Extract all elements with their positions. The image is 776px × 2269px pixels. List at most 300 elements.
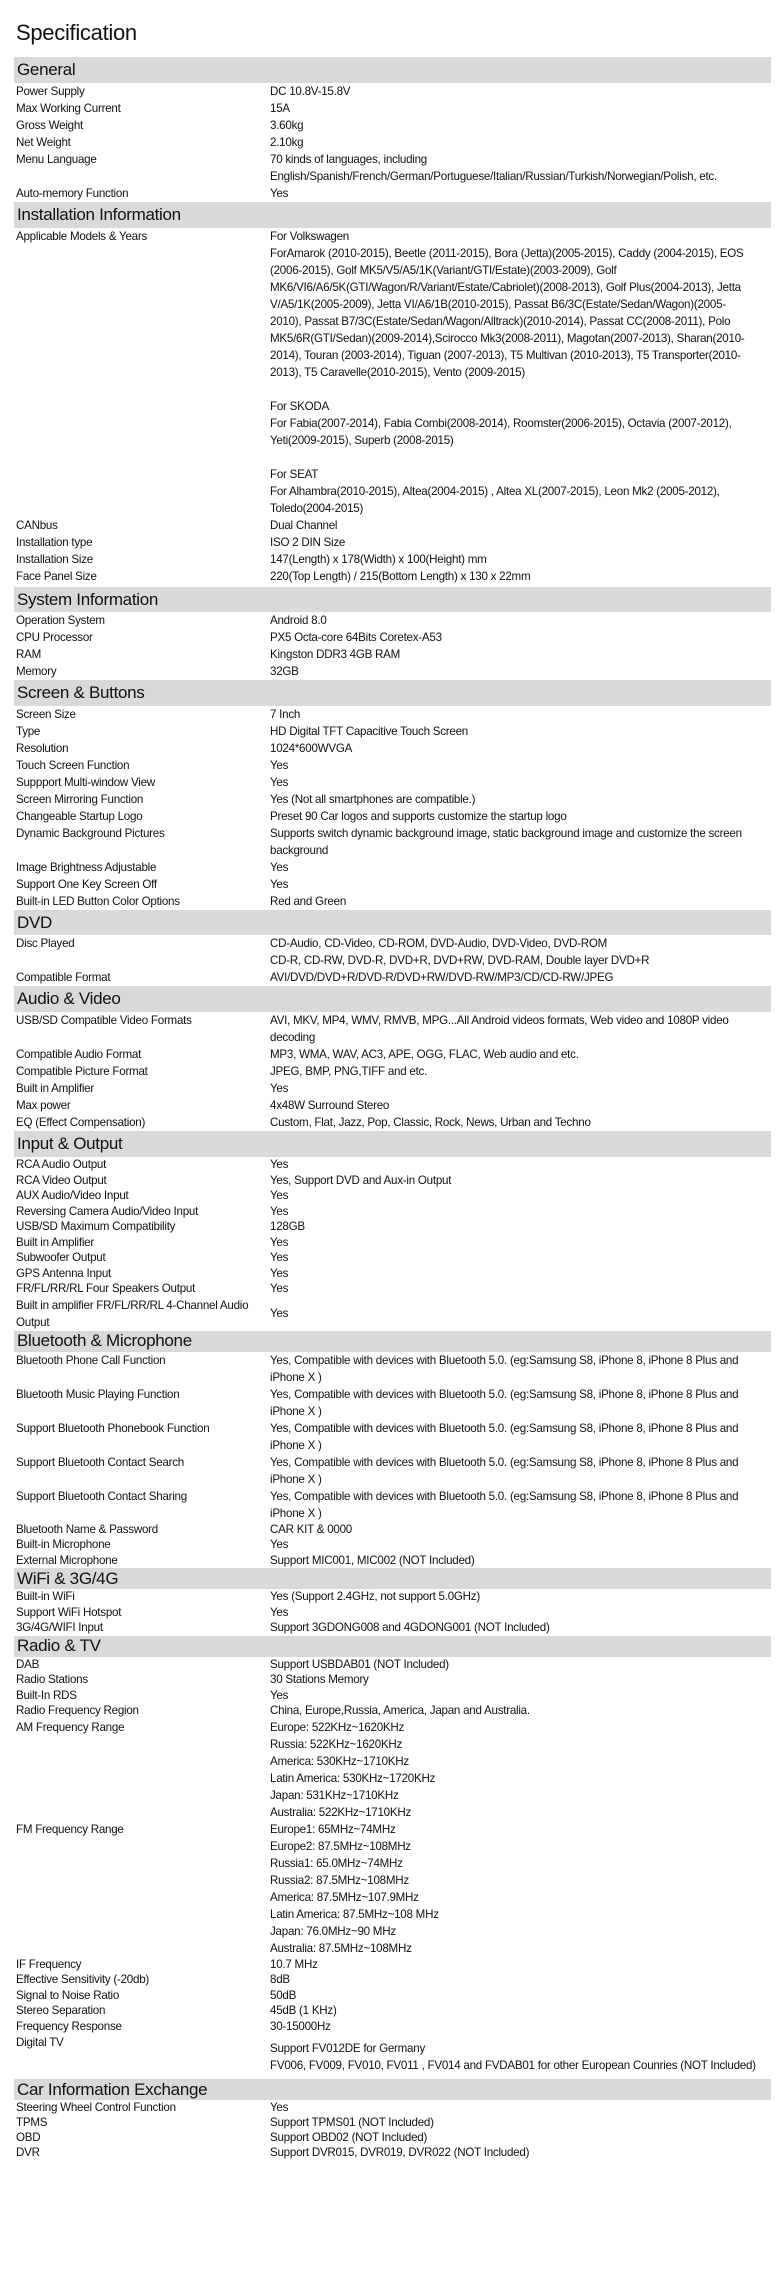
spec-value (270, 534, 776, 551)
spec-label-line: RCA Video Output (16, 1173, 107, 1187)
spec-label (0, 1250, 270, 1266)
spec-value (270, 83, 776, 100)
spec-value (270, 1553, 776, 1569)
spec-label (0, 1157, 270, 1173)
spec-row (0, 935, 776, 969)
spec-label-line: Compatible Audio Format (16, 1048, 142, 1061)
spec-label-line: Face Panel Size (16, 570, 97, 583)
spec-label-line: 3G/4G/WIFI Input (16, 1621, 103, 1634)
spec-row (0, 534, 776, 551)
spec-row (0, 1454, 776, 1488)
spec-label (0, 185, 270, 202)
spec-label (0, 876, 270, 893)
spec-value (270, 1719, 776, 1821)
spec-label (0, 1046, 270, 1063)
spec-row (0, 876, 776, 893)
spec-value-line: For Volkswagen (270, 230, 349, 243)
spec-value-line: 2014), Touran (2003-2014), Tiguan (2007-2013), T5 Multivan (2010-2013), T5 Transporter(2010- (270, 349, 741, 362)
spec-label-line: FM Frequency Range (16, 1822, 124, 1836)
spec-value-line: Latin America: 530KHz~1720KHz (270, 1771, 436, 1785)
spec-label-line: Power Supply (16, 85, 85, 98)
section-header: Radio & TV (14, 1636, 771, 1657)
spec-value-line: Yes (270, 1189, 289, 1202)
spec-row (0, 2034, 776, 2074)
spec-row (0, 663, 776, 680)
spec-label-line: CANbus (16, 519, 58, 532)
spec-label (0, 893, 270, 910)
spec-row (0, 1281, 776, 1297)
spec-label (0, 612, 270, 629)
spec-label-line: Reversing Camera Audio/Video Input (16, 1204, 199, 1218)
section-screen-buttons (0, 680, 776, 910)
spec-label (0, 1173, 270, 1189)
spec-value-line: FV006, FV009, FV010, FV011 , FV014 and FVDAB01 for other European Counries (NOT Included) (270, 2059, 756, 2072)
section-header: General (14, 57, 771, 83)
spec-value-line: background (270, 844, 329, 857)
spec-value-line: Kingston DDR3 4GB RAM (270, 648, 401, 661)
section-wifi-3g-4g (0, 1568, 776, 1636)
spec-value (270, 612, 776, 629)
spec-label-line: AUX Audio/Video Input (16, 1189, 129, 1202)
spec-value (270, 1688, 776, 1704)
spec-label-line: Built in Amplifier (16, 1235, 94, 1249)
spec-value-line: 70 kinds of languages, including (270, 153, 428, 166)
spec-value-line: CAR KIT & 0000 (270, 1522, 352, 1536)
spec-value-line: Yeti(2009-2015), Superb (2008-2015) (270, 434, 454, 447)
spec-row (0, 228, 776, 517)
spec-value (270, 1454, 776, 1488)
spec-value-line: iPhone X ) (270, 1404, 322, 1418)
spec-value (270, 1420, 776, 1454)
spec-value-line: iPhone X ) (270, 1438, 322, 1452)
spec-row (0, 1553, 776, 1569)
section-header: Audio & Video (14, 986, 771, 1012)
spec-value (270, 1352, 776, 1386)
spec-value (270, 1537, 776, 1553)
spec-row (0, 808, 776, 825)
spec-value-line: Supports switch dynamic background image, static background image and customize the screen (270, 827, 742, 840)
spec-value-line: Yes, Compatible with devices with Bluetooth 5.0. (eg:Samsung S8, iPhone 8, iPhone 8 Plus and (270, 1455, 739, 1469)
spec-label (0, 2019, 270, 2035)
spec-row (0, 1352, 776, 1386)
spec-label (0, 1235, 270, 1251)
spec-value (270, 1522, 776, 1538)
spec-value-line: 50dB (270, 1988, 297, 2002)
spec-row (0, 1605, 776, 1621)
spec-value (270, 1250, 776, 1266)
spec-row (0, 1235, 776, 1251)
section-header: Installation Information (14, 202, 771, 228)
spec-value-line: 30-15000Hz (270, 2019, 331, 2033)
spec-label (0, 551, 270, 568)
spec-label (0, 83, 270, 100)
spec-label-line: Auto-memory Function (16, 187, 129, 200)
spec-value-line: 30 Stations Memory (270, 1673, 369, 1686)
spec-label (0, 706, 270, 723)
spec-value-line: Support DVR015, DVR019, DVR022 (NOT Included) (270, 2146, 530, 2159)
spec-label (0, 2145, 270, 2160)
spec-value-line (270, 381, 768, 398)
spec-row (0, 83, 776, 100)
spec-row (0, 1157, 776, 1173)
spec-label-line: Screen Size (16, 708, 76, 721)
spec-row (0, 1657, 776, 1673)
spec-label (0, 534, 270, 551)
spec-value-line: Yes (270, 1082, 289, 1095)
spec-label (0, 1063, 270, 1080)
spec-label (0, 1114, 270, 1131)
spec-value (270, 1386, 776, 1420)
spec-label-line: Built-In RDS (16, 1688, 77, 1702)
spec-label-line: Signal to Noise Ratio (16, 1988, 120, 2002)
spec-value-line: Yes, Support DVD and Aux-in Output (270, 1173, 452, 1187)
spec-row (0, 1988, 776, 2004)
spec-value (270, 1620, 776, 1636)
spec-label (0, 1188, 270, 1204)
spec-value-line: China, Europe,Russia, America, Japan and Australia. (270, 1704, 530, 1717)
spec-label-line: USB/SD Compatible Video Formats (16, 1014, 192, 1027)
spec-row (0, 1266, 776, 1282)
spec-label-line: GPS Antenna Input (16, 1266, 112, 1280)
section-header: DVD (14, 910, 771, 935)
spec-value (270, 1821, 776, 1957)
spec-label-line: Dynamic Background Pictures (16, 827, 165, 840)
spec-label-line: Frequency Response (16, 2019, 122, 2033)
spec-value (270, 2003, 776, 2019)
spec-label (0, 1620, 270, 1636)
spec-label (0, 1522, 270, 1538)
spec-value-line: Yes (270, 759, 289, 772)
spec-row (0, 1719, 776, 1821)
spec-value-line: Australia: 522KHz~1710KHz (270, 1805, 412, 1819)
spec-value (270, 2019, 776, 2035)
spec-row (0, 2130, 776, 2145)
spec-value-line: Yes (270, 1605, 289, 1619)
section-input-output (0, 1131, 776, 1331)
spec-value-line: V/A5/1K(2005-2009), Jetta VI/A6/1B(2010-2015), Passat B6/3C(Estate/Sedan/Wagon)(2005- (270, 298, 726, 311)
spec-row (0, 2003, 776, 2019)
spec-row (0, 1522, 776, 1538)
spec-row (0, 1080, 776, 1097)
spec-row (0, 185, 776, 202)
spec-value (270, 757, 776, 774)
spec-value-line: Preset 90 Car logos and supports customize the startup logo (270, 810, 567, 823)
spec-label-line: Suppport Multi-window View (16, 776, 155, 789)
spec-label-line: Compatible Picture Format (16, 1065, 148, 1078)
spec-label-line: IF Frequency (16, 1957, 82, 1971)
spec-value (270, 551, 776, 568)
spec-label (0, 629, 270, 646)
section-bluetooth-microphone (0, 1331, 776, 1569)
spec-label (0, 774, 270, 791)
spec-label (0, 1454, 270, 1488)
spec-value-line: Support MIC001, MIC002 (NOT Included) (270, 1553, 475, 1567)
spec-label-line: EQ (Effect Compensation) (16, 1116, 146, 1129)
spec-value-line: 4x48W Surround Stereo (270, 1099, 390, 1112)
spec-value (270, 1173, 776, 1189)
spec-label-line: Support Bluetooth Phonebook Function (16, 1421, 210, 1435)
spec-value (270, 1046, 776, 1063)
spec-row (0, 134, 776, 151)
spec-label-line: Max Working Current (16, 102, 121, 115)
spec-label-line: Built-in LED Button Color Options (16, 895, 180, 908)
spec-value-line: Support TPMS01 (NOT Included) (270, 2116, 434, 2129)
spec-value-line: decoding (270, 1031, 316, 1044)
spec-row (0, 757, 776, 774)
section-installation-information (0, 202, 776, 585)
spec-label-line: Screen Mirroring Function (16, 793, 144, 806)
spec-label (0, 1719, 270, 1821)
spec-label (0, 517, 270, 534)
spec-row (0, 1012, 776, 1046)
spec-label-line: Effective Sensitivity (-20db) (16, 1973, 150, 1986)
section-header: Input & Output (14, 1131, 771, 1157)
spec-value-line: Yes (270, 1158, 289, 1171)
spec-value-line: AVI, MKV, MP4, WMV, RMVB, MPG...All Android videos formats, Web video and 1080P video (270, 1014, 729, 1027)
spec-value-line: JPEG, BMP, PNG,TIFF and etc. (270, 1065, 428, 1078)
spec-label-line: Image Brightness Adjustable (16, 861, 157, 874)
spec-label-line: TPMS (16, 2116, 48, 2129)
spec-value-line: Yes (270, 1307, 289, 1320)
spec-label-line: Gross Weight (16, 119, 84, 132)
spec-row (0, 1488, 776, 1522)
page-title: Specification (16, 20, 137, 45)
spec-value-line: 2013), T5 Caravelle(2010-2015), Vento (2009-2015) (270, 366, 526, 379)
spec-value (270, 1235, 776, 1251)
spec-value (270, 151, 776, 185)
spec-value (270, 876, 776, 893)
spec-value (270, 1204, 776, 1220)
spec-label (0, 757, 270, 774)
spec-label (0, 1988, 270, 2004)
spec-value-line: Yes (270, 1266, 289, 1280)
spec-label-line: Changeable Startup Logo (16, 810, 143, 823)
spec-label (0, 2100, 270, 2115)
spec-value (270, 134, 776, 151)
spec-label-line: Radio Frequency Region (16, 1704, 139, 1717)
spec-value-line: iPhone X ) (270, 1506, 322, 1520)
spec-row (0, 100, 776, 117)
spec-value-line: 32GB (270, 665, 299, 678)
spec-label-line: Output (16, 1315, 50, 1329)
spec-value (270, 663, 776, 680)
spec-value-line: MK6/VI6/A6/5K(GTI/Wagon/R/Variant/Estate/Cabriolet)(2008-2013), Golf Plus(2004-2013), Jetta (270, 281, 741, 294)
spec-row (0, 2100, 776, 2115)
spec-value-line: Yes (270, 1204, 289, 1218)
spec-value (270, 1672, 776, 1688)
spec-value-line: PX5 Octa-core 64Bits Coretex-A53 (270, 631, 442, 644)
spec-value (270, 517, 776, 534)
spec-row (0, 774, 776, 791)
spec-value (270, 1097, 776, 1114)
spec-value (270, 1063, 776, 1080)
spec-label-line: Bluetooth Music Playing Function (16, 1387, 180, 1401)
spec-row (0, 1703, 776, 1719)
spec-label (0, 1688, 270, 1704)
spec-row (0, 117, 776, 134)
spec-value-line: 2010), Passat B7/3C(Estate/Sedan/Wagon/Alltrack)(2010-2014), Passat CC(2008-2011), Polo (270, 315, 731, 328)
spec-value-line: 45dB (1 KHz) (270, 2004, 337, 2017)
spec-label-line: Support One Key Screen Off (16, 878, 157, 891)
spec-value-line: Yes, Compatible with devices with Bluetooth 5.0. (eg:Samsung S8, iPhone 8, iPhone 8 Plus and (270, 1353, 739, 1367)
spec-row (0, 893, 776, 910)
spec-value-line: Custom, Flat, Jazz, Pop, Classic, Rock, News, Urban and Techno (270, 1116, 591, 1129)
spec-value-line: Toledo(2004-2015) (270, 502, 364, 515)
spec-value (270, 1219, 776, 1235)
spec-value-line: 1024*600WVGA (270, 742, 353, 755)
spec-value (270, 1266, 776, 1282)
spec-label-line: Memory (16, 665, 57, 678)
spec-label-line: Bluetooth Name & Password (16, 1522, 158, 1536)
spec-value-line: Support USBDAB01 (NOT Included) (270, 1657, 449, 1671)
spec-value (270, 706, 776, 723)
spec-value-line: Android 8.0 (270, 614, 327, 627)
spec-value (270, 2034, 776, 2074)
spec-value (270, 1297, 776, 1331)
spec-value-line: For SKODA (270, 400, 329, 413)
spec-value-line: 3.60kg (270, 119, 304, 132)
spec-sections (0, 57, 776, 2160)
spec-label (0, 1012, 270, 1046)
spec-value (270, 774, 776, 791)
spec-label-line: AM Frequency Range (16, 1720, 125, 1734)
spec-value (270, 893, 776, 910)
section-audio-video (0, 986, 776, 1131)
spec-label-line: Support Bluetooth Contact Sharing (16, 1489, 187, 1503)
section-dvd (0, 910, 776, 986)
spec-value (270, 1988, 776, 2004)
spec-row (0, 1204, 776, 1220)
spec-value-line: America: 530KHz~1710KHz (270, 1754, 409, 1768)
spec-label-line: External Microphone (16, 1553, 118, 1567)
spec-label-line: Built-in WiFi (16, 1590, 75, 1603)
spec-label-line: Support WiFi Hotspot (16, 1605, 122, 1619)
spec-label (0, 1553, 270, 1569)
spec-value-line: 15A (270, 102, 290, 115)
spec-value (270, 629, 776, 646)
spec-label-line: DVR (16, 2146, 40, 2159)
spec-value-line: Yes (270, 1538, 289, 1551)
spec-label-line: Radio Stations (16, 1673, 88, 1686)
spec-label (0, 1821, 270, 1957)
spec-label-line: Subwoofer Output (16, 1251, 106, 1264)
spec-label (0, 1297, 270, 1331)
spec-value (270, 1281, 776, 1297)
spec-label-line: Resolution (16, 742, 69, 755)
spec-value-line (270, 449, 768, 466)
spec-value-line: Yes, Compatible with devices with Bluetooth 5.0. (eg:Samsung S8, iPhone 8, iPhone 8 Plus and (270, 1489, 739, 1503)
spec-value-line: DC 10.8V-15.8V (270, 85, 351, 98)
spec-label (0, 100, 270, 117)
spec-label (0, 935, 270, 969)
spec-value (270, 1589, 776, 1605)
spec-value-line: Russia2: 87.5MHz~108MHz (270, 1873, 409, 1887)
spec-value-line: (2006-2015), Golf MK5/V5/A5/1K(Variant/GTI/Estate)(2003-2009), Golf (270, 264, 617, 277)
spec-label-line: Built in amplifier FR/FL/RR/RL 4-Channel Audio (16, 1298, 249, 1312)
spec-value-line: Yes (270, 187, 289, 200)
spec-label-line: CPU Processor (16, 631, 93, 644)
spec-value-line: MK5/6R(GTI/Sedan)(2009-2014),Scirocco Mk3(2008-2011), Magotan(2007-2013), Sharan(2010- (270, 332, 745, 345)
spec-value-line: Japan: 76.0MHz~90 MHz (270, 1924, 396, 1938)
spec-label-line: RCA Audio Output (16, 1158, 107, 1171)
spec-label (0, 2003, 270, 2019)
spec-label-line: Applicable Models & Years (16, 230, 148, 243)
spec-label (0, 1204, 270, 1220)
spec-label-line: Operation System (16, 614, 105, 627)
spec-label-line: Type (16, 725, 41, 738)
spec-label-line: Support Bluetooth Contact Search (16, 1455, 184, 1469)
spec-label (0, 2115, 270, 2130)
spec-row (0, 612, 776, 629)
section-header: Car Information Exchange (14, 2079, 771, 2100)
spec-value-line: 7 Inch (270, 708, 301, 721)
spec-label (0, 568, 270, 585)
spec-value-line: MP3, WMA, WAV, AC3, APE, OGG, FLAC, Web audio and etc. (270, 1048, 579, 1061)
spec-label (0, 646, 270, 663)
spec-label (0, 1589, 270, 1605)
spec-value (270, 1012, 776, 1046)
spec-value (270, 2115, 776, 2130)
spec-label-line: Built in Amplifier (16, 1082, 94, 1095)
spec-value (270, 723, 776, 740)
spec-row (0, 1046, 776, 1063)
spec-label-line: Built-in Microphone (16, 1538, 111, 1551)
spec-row (0, 1672, 776, 1688)
spec-value (270, 825, 776, 859)
spec-value-line: 128GB (270, 1220, 305, 1233)
spec-label (0, 1281, 270, 1297)
spec-row (0, 2145, 776, 2160)
spec-value (270, 1188, 776, 1204)
spec-label (0, 151, 270, 185)
spec-row (0, 1821, 776, 1957)
spec-label-line: DAB (16, 1657, 40, 1671)
spec-label-line: Bluetooth Phone Call Function (16, 1353, 166, 1367)
spec-value-line: Support FV012DE for Germany (270, 2042, 425, 2055)
section-header: Screen & Buttons (14, 680, 771, 706)
spec-value-line: Europe: 522KHz~1620KHz (270, 1720, 405, 1734)
spec-value (270, 1488, 776, 1522)
spec-row (0, 2115, 776, 2130)
spec-value (270, 1080, 776, 1097)
spec-label-line: Steering Wheel Control Function (16, 2101, 176, 2114)
spec-value-line: Red and Green (270, 895, 347, 908)
spec-label (0, 791, 270, 808)
spec-value-line: AVI/DVD/DVD+R/DVD-R/DVD+RW/DVD-RW/MP3/CD/CD-RW/JPEG (270, 971, 614, 984)
spec-value-line: Yes (270, 1235, 289, 1249)
spec-row (0, 1420, 776, 1454)
spec-value-line: 10.7 MHz (270, 1957, 318, 1971)
spec-row (0, 969, 776, 986)
spec-value (270, 2145, 776, 2160)
section-car-information-exchange (0, 2079, 776, 2160)
spec-row (0, 1957, 776, 1973)
spec-label (0, 1420, 270, 1454)
spec-label (0, 2034, 270, 2074)
spec-value (270, 1157, 776, 1173)
spec-value-line: Support 3GDONG008 and 4GDONG001 (NOT Included) (270, 1621, 550, 1634)
spec-label (0, 1537, 270, 1553)
spec-value (270, 740, 776, 757)
spec-row (0, 568, 776, 585)
spec-label-line: Disc Played (16, 937, 75, 950)
spec-value-line: 8dB (270, 1973, 290, 1986)
spec-value (270, 1114, 776, 1131)
spec-value (270, 1703, 776, 1719)
spec-row (0, 2019, 776, 2035)
spec-value (270, 2100, 776, 2115)
spec-value-line: iPhone X ) (270, 1370, 322, 1384)
